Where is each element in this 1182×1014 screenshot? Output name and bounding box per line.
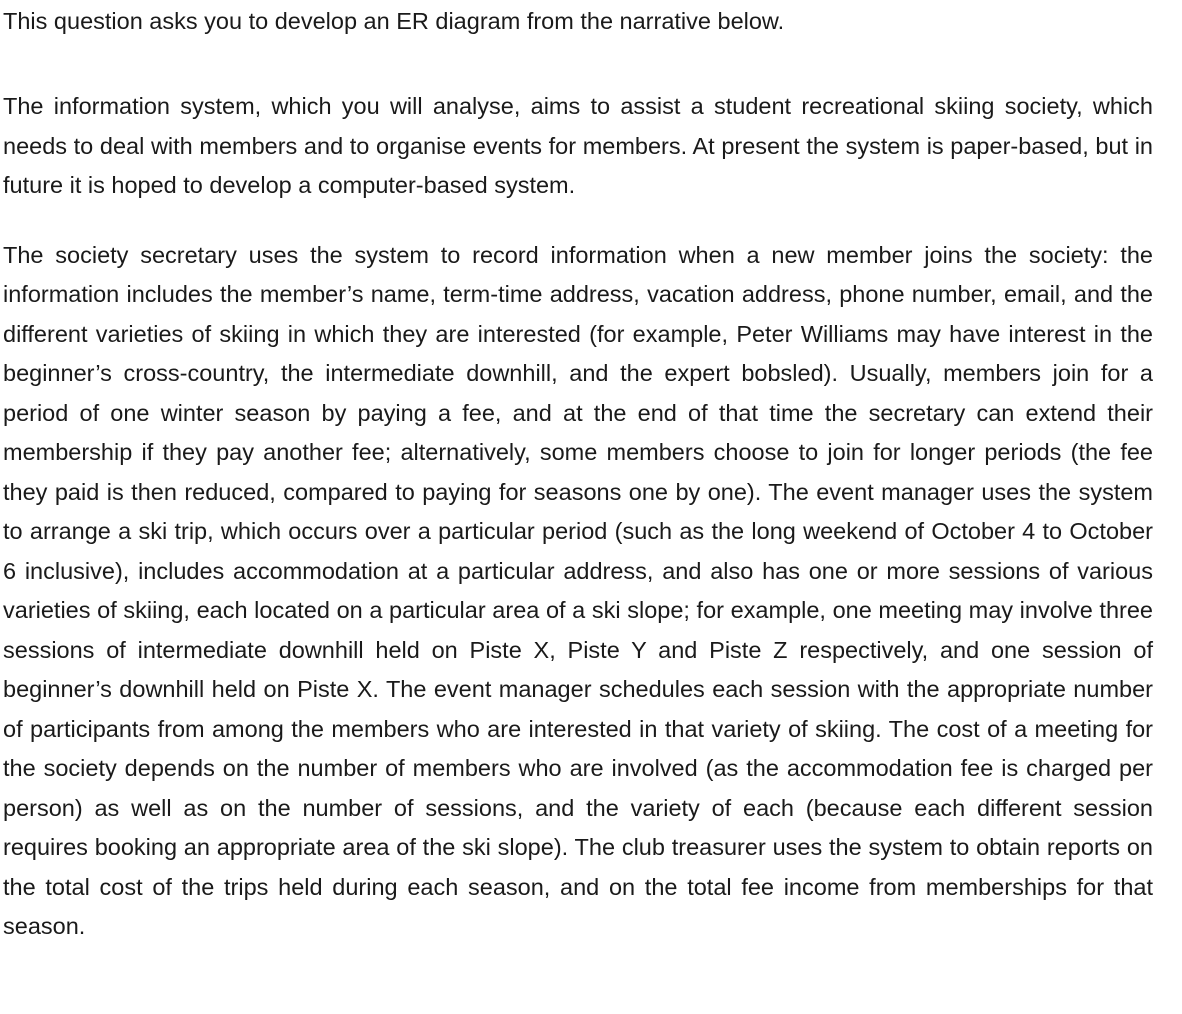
paragraph-system-overview: The information system, which you will analyse, aims to assist a student recreational skiing society, which needs to deal with members and to organise events for members. At present the system is paper-based, but in future it is hoped to develop a computer-based system. (3, 93, 1153, 198)
document (3, 0, 1153, 947)
intro-text: This question asks you to develop an ER diagram from the narrative below. (3, 8, 785, 34)
paragraph-narrative: The society secretary uses the system to record information when a new member joins the society: the information includes the member’s name, term-time address, vacation address, phone number, email, and the different varieties of skiing in which they are interested (for example, Peter Williams may have interest in the beginner’s cross-country, the intermediate downhill, and the expert bobsled). Usually, members join for a period of one winter season by paying a fee, and at the end of that time the secretary can extend their membership if they pay another fee; alternatively, some members choose to join for longer periods (the fee they paid is then reduced, compared to paying for seasons one by one). The event manager uses the system to arrange a ski trip, which occurs over a particular period (such as the long weekend of October 4 to October 6 inclusive), includes accommodation at a particular address, and also has one or more sessions of various varieties of skiing, each located on a particular area of a ski slope; for example, one meeting may involve three sessions of intermediate downhill held on Piste X, Piste Y and Piste Z respectively, and one session of beginner’s downhill held on Piste X. The event manager schedules each session with the appropriate number of participants from among the members who are interested in that variety of skiing. The cost of a meeting for the society depends on the number of members who are involved (as the accommodation fee is charged per person) as well as on the number of sessions, and the variety of each (because each different session requires booking an appropriate area of the ski slope). The club treasurer uses the system to obtain reports on the total cost of the trips held during each season, and on the total fee income from memberships for that season. (3, 241, 1153, 939)
